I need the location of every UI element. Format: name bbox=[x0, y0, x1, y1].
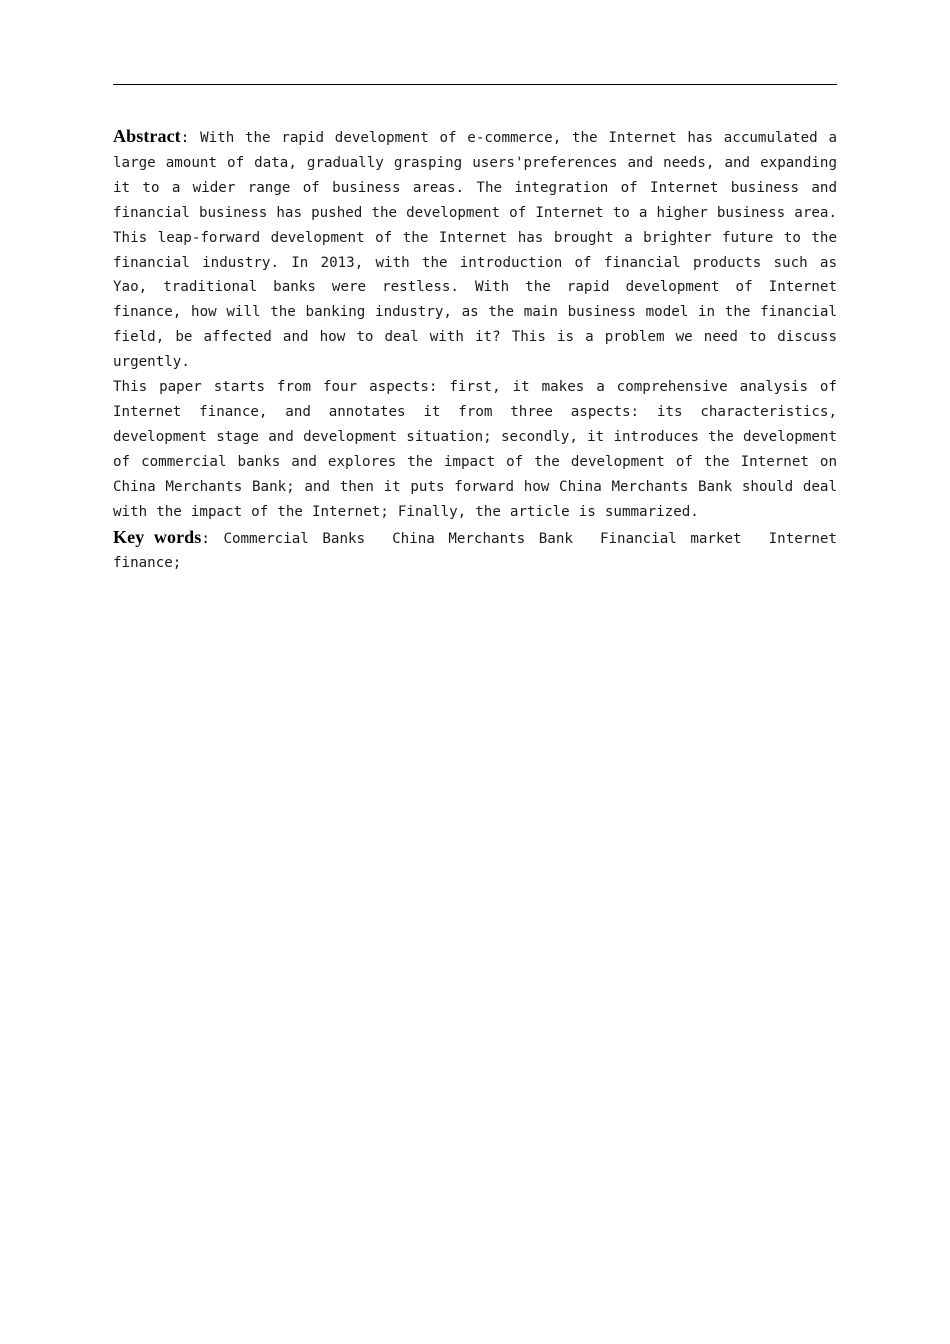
keywords-paragraph bbox=[113, 525, 847, 577]
abstract-paragraph-2 bbox=[113, 375, 837, 524]
keywords-separator: : bbox=[201, 530, 224, 547]
keywords-label: Key words bbox=[113, 526, 202, 547]
abstract-body: With the rapid development of e-commerce, the Internet has accumulated a large amount of data, gradually grasping users'preferences and needs, and expanding it to a wider range of business areas. The integration of Internet business and financial business has pushed the development of Internet to a higher business area. This leap-forward development of the Internet has brought a brighter future to the financial industry. In 2013, with the introduction of financial products such as Yao, traditional banks were restless. With the rapid development of Internet finance, how will the banking industry, as the main business model in the financial field, be affected and how to deal with it? This is a problem we need to discuss urgently. bbox=[113, 130, 837, 371]
header-rule bbox=[113, 84, 837, 85]
abstract-body-2: This paper starts from four aspects: first, it makes a comprehensive analysis of Internet finance, and annotates it from three aspects: its characteristics, development stage and development situation; secondly, it introduces the development of commercial banks and explores the impact of the development of the Internet on China Merchants Bank; and then it puts forward how China Merchants Bank should deal with the impact of the Internet; Finally, the article is summarized. bbox=[113, 379, 837, 520]
keywords-list: Commercial Banks China Merchants Bank Financial market Internet finance; bbox=[113, 530, 847, 572]
abstract-section bbox=[113, 124, 847, 576]
abstract-label: Abstract bbox=[113, 126, 181, 146]
abstract-separator: : bbox=[180, 130, 201, 146]
abstract-paragraph bbox=[113, 124, 837, 375]
